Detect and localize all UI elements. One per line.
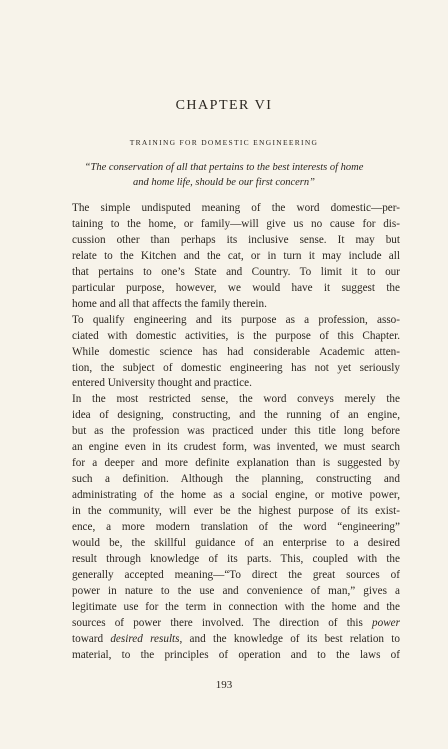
text-line: ciated with domestic activities, is the purpose of this Chapter. <box>72 329 400 342</box>
section-title: TRAINING FOR DOMESTIC ENGINEERING <box>129 138 319 147</box>
text-line: particular purpose, however, we would have it suggest the <box>72 281 400 294</box>
text-line: administrating of the home as a social engine, or motive power, <box>72 489 400 502</box>
text-line: in the community, will ever be the highest purpose of its exist- <box>72 505 400 518</box>
text-line: toward desired results, and the knowledge of its best relation to <box>72 632 400 645</box>
text-line: The simple undisputed meaning of the word domestic—per- <box>72 202 400 214</box>
text-line: material, to the principles of operation and to the laws of <box>72 648 400 661</box>
text-line: ence, a more modern translation of the word “engineering” <box>72 521 400 534</box>
text-line: In the most restricted sense, the word conveys merely the <box>72 393 400 406</box>
paragraph-3 <box>56 392 400 663</box>
text-line: While domestic science has had considerable Academic atten- <box>72 345 400 358</box>
text-line: generally accepted meaning—“To direct the great sources of <box>72 568 400 581</box>
epigraph-line: and home life, should be our first concern” <box>133 177 315 188</box>
text-line: such a definition. Although the planning, constructing and <box>72 473 400 486</box>
text-line: To qualify engineering and its purpose as a profession, asso- <box>72 313 400 326</box>
text-line: relate to the Kitchen and the cat, or in turn it may include all <box>72 249 400 262</box>
text-line: result through knowledge of its parts. This, coupled with the <box>72 552 400 565</box>
text-line: would be, the skillful guidance of an enterprise to a desired <box>72 537 400 550</box>
text-line: cussion other than perhaps its inclusive sense. It may but <box>72 233 400 246</box>
epigraph-line: “The conservation of all that pertains to the best interests of home <box>84 162 364 173</box>
text-line: for a deeper and more definite explanation than is suggested by <box>72 457 400 470</box>
page-number: 193 <box>215 679 233 691</box>
chapter-heading: CHAPTER VI <box>175 98 273 113</box>
text-line: tion, the subject of domestic engineering has not yet seriously <box>72 361 400 374</box>
text-line: sources of power there involved. The direction of this power <box>72 616 400 629</box>
paragraph-1 <box>56 201 400 313</box>
text-line: entered University thought and practice. <box>72 377 252 390</box>
text-line: power in nature to the use and convenience of man,” gives a <box>72 584 400 597</box>
text-line: idea of designing, constructing, and the running of an engine, <box>72 409 400 422</box>
text-line: an engine even in its crudest form, was invented, we must search <box>72 441 400 454</box>
text-line: that pertains to one’s State and Country. To limit it to our <box>72 265 400 278</box>
text-line: legitimate use for the term in connection with the home and the <box>72 600 400 613</box>
text-line: taining to the home, or family—will give us no cause for dis- <box>72 217 400 230</box>
body-text <box>56 201 400 664</box>
epigraph <box>50 160 398 190</box>
paragraph-2 <box>56 313 400 393</box>
text-line: but as the profession was practiced under this title long before <box>72 425 400 438</box>
text-line: home and all that affects the family therein. <box>72 297 267 310</box>
